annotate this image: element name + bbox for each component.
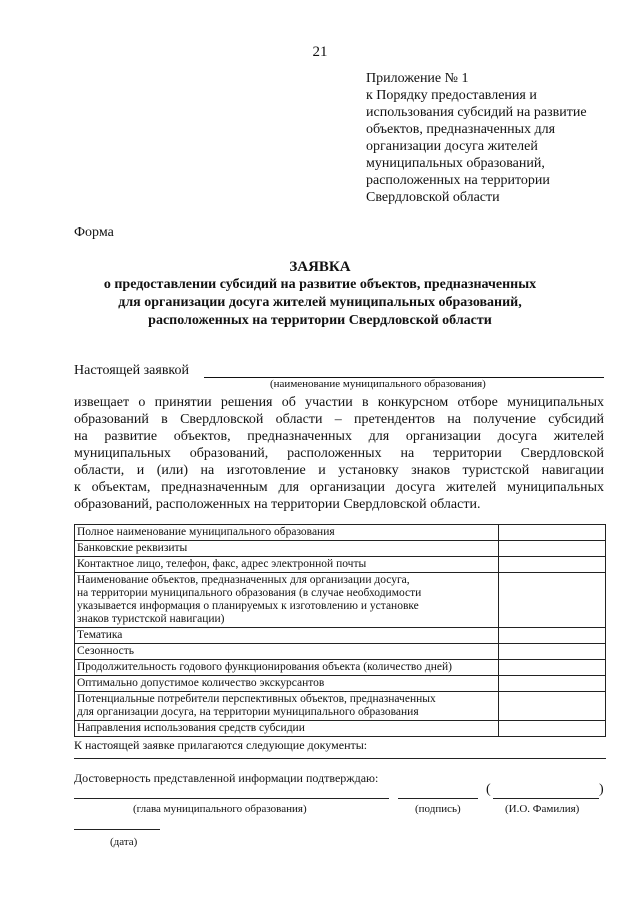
- row-label: [75, 721, 499, 737]
- signature-line[interactable]: [398, 798, 478, 799]
- row-value-cell[interactable]: [499, 660, 606, 676]
- body-line: области, и (или) на изготовление и установку знаков туристской навигации: [74, 463, 604, 478]
- application-table: [74, 524, 606, 737]
- intro-line: [74, 363, 604, 379]
- appendix-line: использования субсидий на развитие: [366, 105, 587, 120]
- row-value-cell[interactable]: [499, 692, 606, 721]
- row-label-line: Продолжительность годового функционирования объекта (количество дней): [77, 661, 452, 673]
- name-caption: (И.О. Фамилия): [505, 803, 580, 815]
- body-line: образований в Свердловской области – претендентов на получение субсидий: [74, 412, 604, 427]
- row-value-cell[interactable]: [499, 557, 606, 573]
- row-value-cell[interactable]: [499, 525, 606, 541]
- row-label-line: Полное наименование муниципального образования: [77, 526, 335, 538]
- row-label-line: Контактное лицо, телефон, факс, адрес электронной почты: [77, 558, 367, 570]
- page-number: 21: [312, 44, 328, 60]
- table-row: [75, 644, 606, 660]
- form-label: Форма: [74, 225, 114, 240]
- row-label-line: указывается информация о планируемых к изготовлению и установке: [77, 600, 419, 612]
- row-value-cell[interactable]: [499, 628, 606, 644]
- row-label-line: на территории муниципального образования (в случае необходимости: [77, 587, 422, 599]
- intro-caption: (наименование муниципального образования): [270, 378, 486, 390]
- date-line[interactable]: [74, 829, 160, 830]
- head-signature-line[interactable]: [74, 798, 389, 799]
- row-label-line: Направления использования средств субсидии: [77, 722, 305, 734]
- body-line: муниципальных образований, расположенных на территории Свердловской: [74, 446, 604, 461]
- appendix-line: к Порядку предоставления и: [366, 88, 537, 103]
- table-row: [75, 541, 606, 557]
- row-label-line: Банковские реквизиты: [77, 542, 188, 554]
- row-label: [75, 628, 499, 644]
- row-label: [75, 676, 499, 692]
- attachments-text: К настоящей заявке прилагаются следующие документы:: [74, 738, 368, 752]
- appendix-header: [366, 70, 628, 206]
- row-label-line: Потенциальные потребители перспективных объектов, предназначенных: [77, 693, 436, 705]
- attachments-line[interactable]: [74, 758, 606, 759]
- row-value-cell[interactable]: [499, 721, 606, 737]
- intro-lead: Настоящей заявкой: [74, 363, 190, 378]
- document-title: [0, 258, 640, 330]
- row-value-cell[interactable]: [499, 676, 606, 692]
- table-row: [75, 628, 606, 644]
- row-label-line: знаков туристской навигации): [77, 613, 225, 625]
- appendix-line: муниципальных образований,: [366, 156, 545, 171]
- body-line: на развитие объектов, предназначенных для организации досуга жителей: [74, 429, 604, 444]
- sign-caption: (подпись): [415, 803, 461, 815]
- row-label: [75, 541, 499, 557]
- body-line: к объектам, предназначенным для организации досуга жителей муниципальных: [74, 480, 604, 495]
- row-value-cell[interactable]: [499, 573, 606, 628]
- row-label: [75, 692, 499, 721]
- body-line: образований, расположенных на территории Свердловской области.: [74, 497, 481, 512]
- head-caption: (глава муниципального образования): [133, 803, 307, 815]
- row-label: [75, 557, 499, 573]
- body-line: извещает о принятии решения об участии в конкурсном отборе муниципальных: [74, 395, 604, 410]
- body-paragraph: [74, 394, 604, 513]
- row-label: [75, 525, 499, 541]
- row-label-line: Оптимально допустимое количество экскурсантов: [77, 677, 325, 689]
- row-label-line: Наименование объектов, предназначенных для организации досуга,: [77, 574, 410, 586]
- appendix-line: расположенных на территории: [366, 173, 550, 188]
- appendix-line: Свердловской области: [366, 190, 500, 205]
- title-main: ЗАЯВКА: [289, 259, 351, 275]
- row-label: [75, 660, 499, 676]
- title-line: расположенных на территории Свердловской области: [148, 313, 492, 328]
- table-row: [75, 676, 606, 692]
- row-label-line: Тематика: [77, 629, 123, 641]
- appendix-line: Приложение № 1: [366, 71, 469, 86]
- table-row: [75, 557, 606, 573]
- table-row: [75, 660, 606, 676]
- table-row: [75, 573, 606, 628]
- title-line: для организации досуга жителей муниципальных образований,: [118, 295, 522, 310]
- full-name-line[interactable]: [493, 798, 599, 799]
- confirm-text: Достоверность представленной информации подтверждаю:: [74, 771, 379, 785]
- table-row: [75, 525, 606, 541]
- row-value-cell[interactable]: [499, 644, 606, 660]
- table-row: [75, 692, 606, 721]
- row-label: [75, 644, 499, 660]
- appendix-line: объектов, предназначенных для: [366, 122, 556, 137]
- date-caption: (дата): [110, 836, 138, 848]
- title-line: о предоставлении субсидий на развитие объектов, предназначенных: [103, 277, 537, 292]
- row-value-cell[interactable]: [499, 541, 606, 557]
- close-paren: ): [599, 782, 604, 797]
- row-label-line: для организации досуга, на территории муниципального образования: [77, 706, 419, 718]
- open-paren: (: [486, 782, 491, 797]
- row-label: [75, 573, 499, 628]
- appendix-line: организации досуга жителей: [366, 139, 538, 154]
- table-row: [75, 721, 606, 737]
- row-label-line: Сезонность: [77, 645, 135, 657]
